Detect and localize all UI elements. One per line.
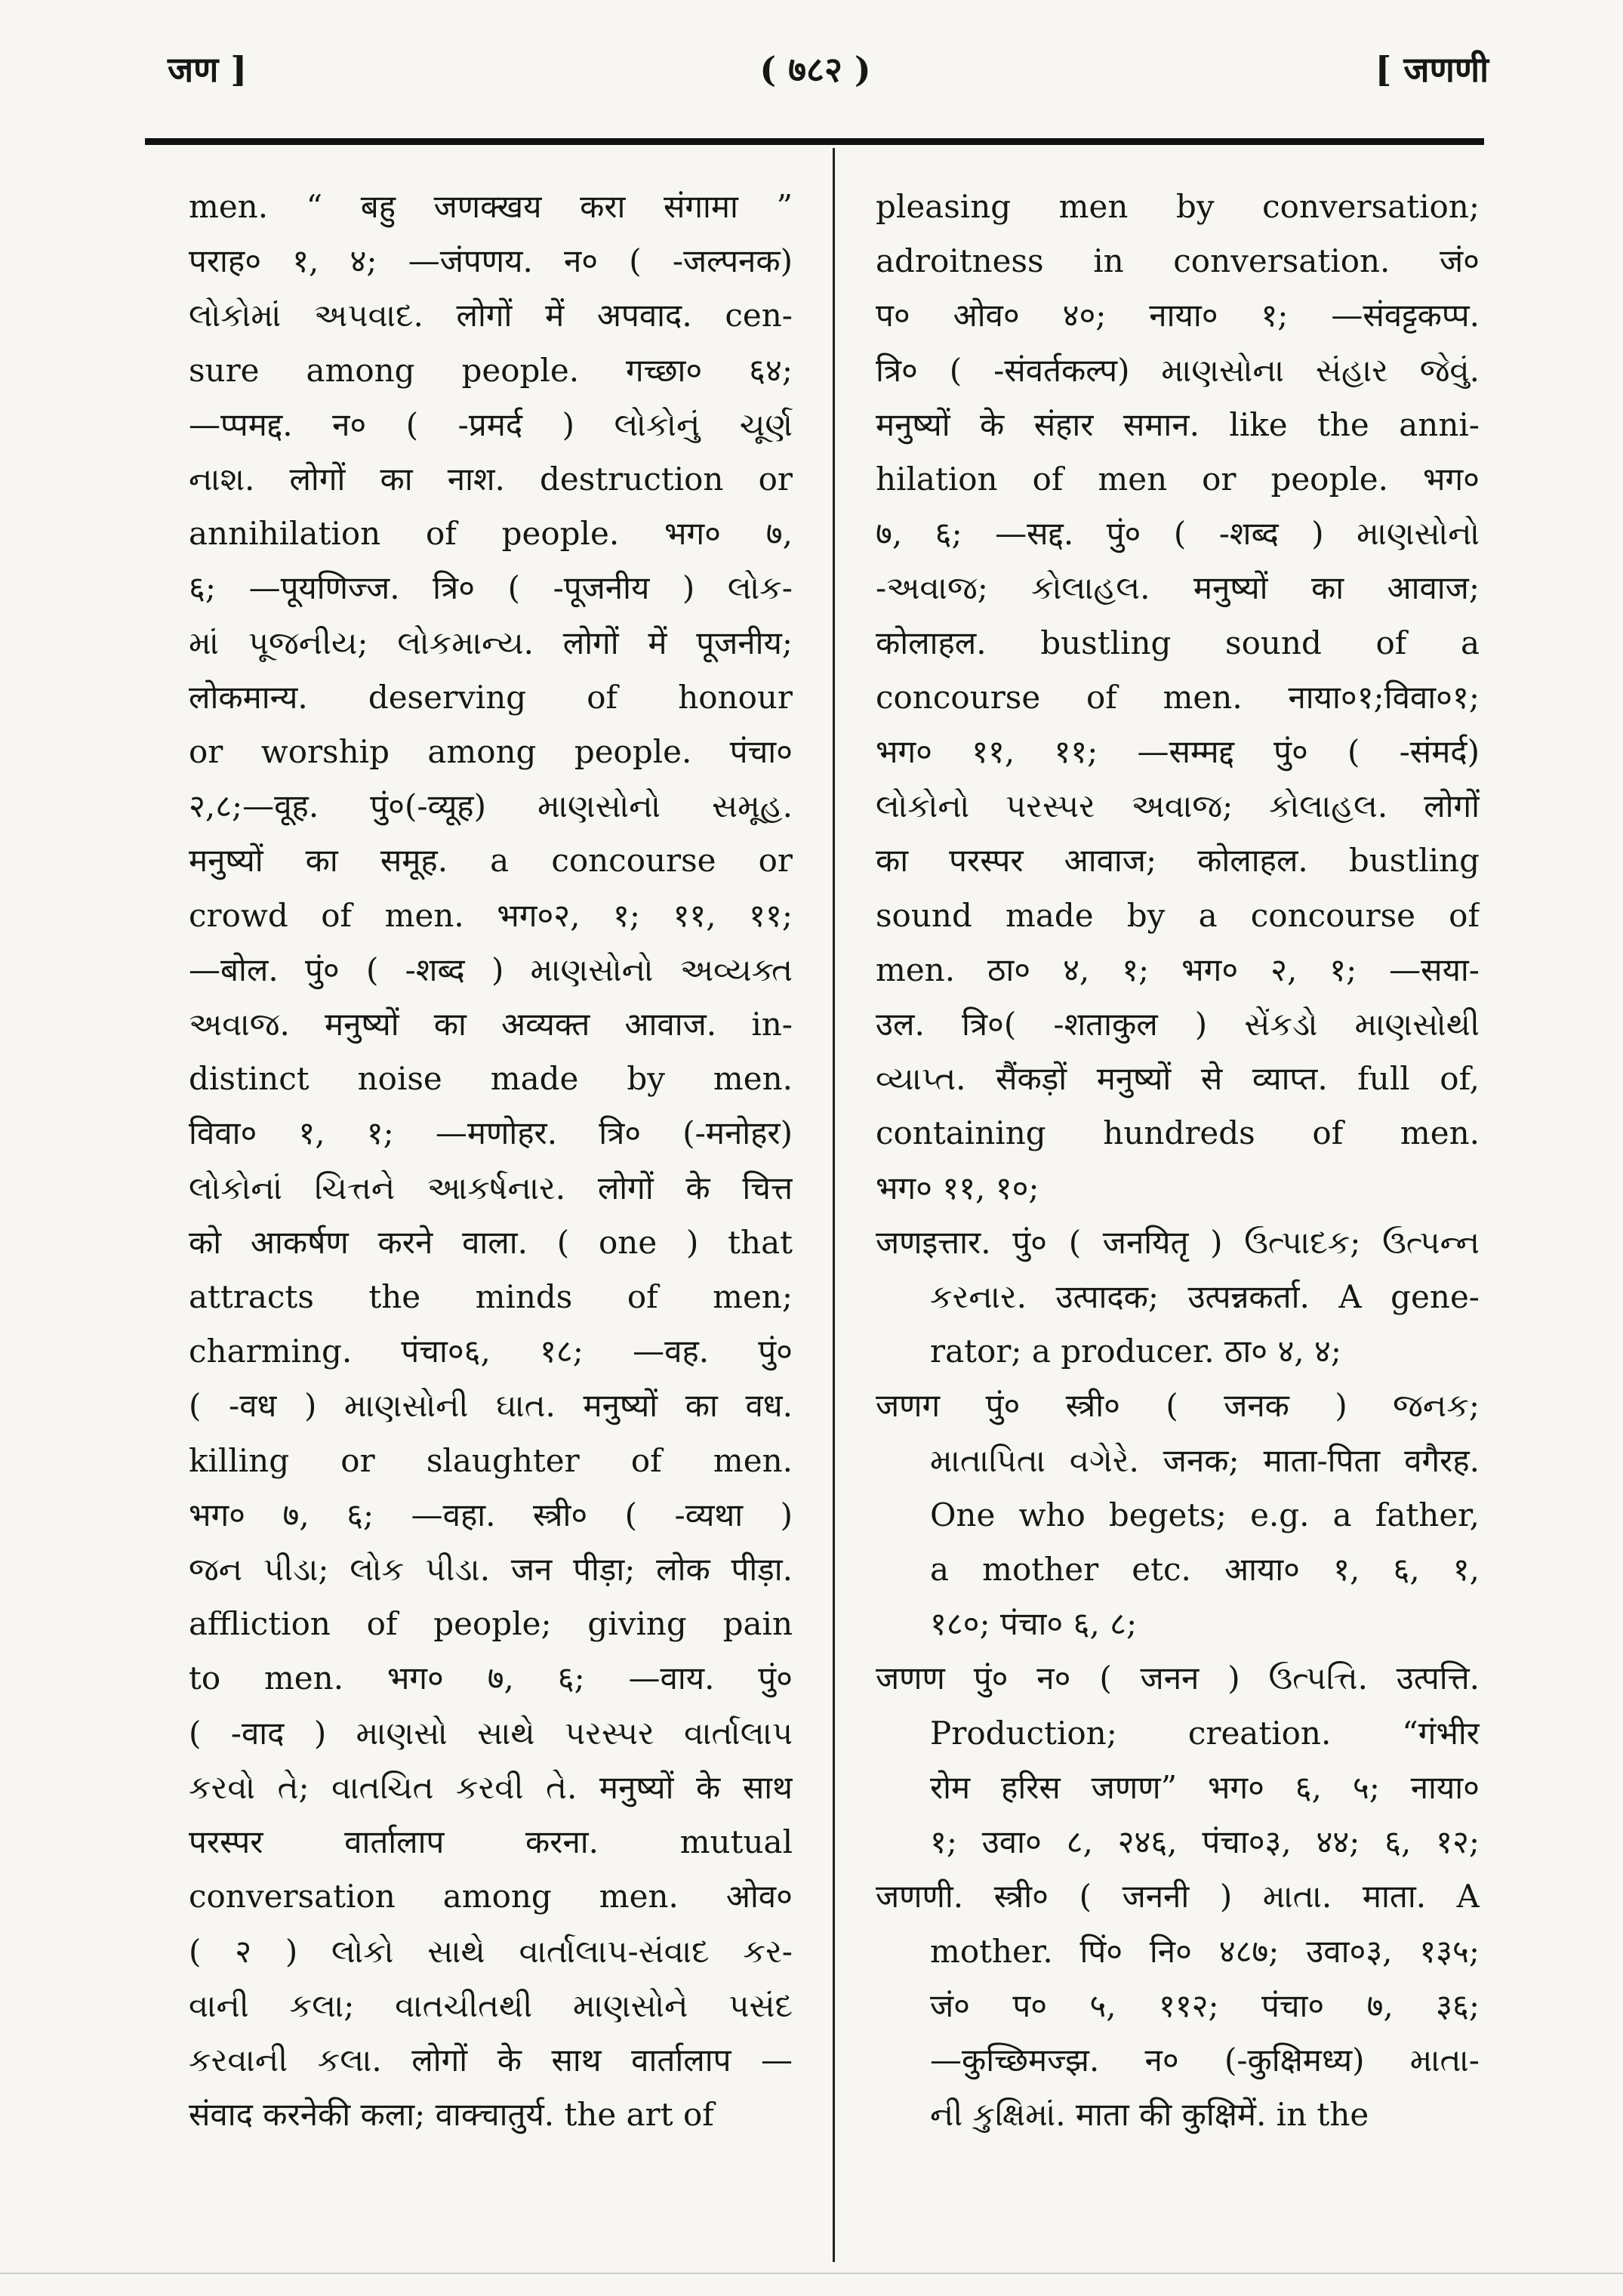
dictionary-line: भग० ११, ११; —सम्मद्द पुं० ( -संमर्द) — [876, 733, 1480, 771]
dictionary-line: संवाद करनेकी कला; वाक्चातुर्य. the art of — [189, 2096, 714, 2134]
page-number: ( ७८२ ) — [759, 49, 871, 90]
dictionary-line: માતાપિતા વગેરે. जनक; माता-पिता वगैरह. — [930, 1441, 1480, 1479]
header-rule — [145, 138, 1484, 145]
dictionary-line: mother. पिं० नि० ४८७; उवा०३, १३५; — [930, 1932, 1480, 1970]
dictionary-line: जणइत्तार. पुं० ( जनयितृ ) ઉત્પાદક; ઉત્પન્ન — [876, 1223, 1480, 1261]
dictionary-line: લોકોનાં ચિત્તને આકર્ષનાર. लोगों के चित्त — [189, 1169, 793, 1207]
dictionary-line: વ્યાપ્ત. सैंकड़ों मनुष्यों से व्याप्त. full of, — [876, 1060, 1480, 1098]
right-column — [876, 180, 1480, 2142]
dictionary-line: or worship among people. पंचा० — [189, 733, 793, 771]
dictionary-line: sound made by a concourse of — [876, 896, 1480, 934]
dictionary-line: conversation among men. ओव० — [189, 1878, 793, 1915]
dictionary-line: कोलाहल. bustling sound of a — [876, 624, 1480, 661]
dictionary-line: men. ठा० ४, १; भग० २, १; —सया- — [876, 951, 1480, 988]
dictionary-line: ६; —पूयणिज्ज. त्रि० ( -पूजनीय ) લોક- — [189, 569, 793, 607]
dictionary-line: ७, ६; —सद्द. पुं० ( -शब्द ) માણસોનો — [876, 515, 1480, 553]
dictionary-line: पराह० १, ४; —जंपणय. न० ( -जल्पनक) — [189, 242, 793, 280]
dictionary-line: લોકોનો પરસ્પર અવાજ; કોલાહલ. लोगों — [876, 787, 1480, 825]
dictionary-line: charming. पंचा०६, १८; —वह. पुं० — [189, 1333, 793, 1370]
dictionary-line: मनुष्यों का समूह. a concourse or — [189, 842, 793, 880]
dictionary-line: One who begets; e.g. a father, — [930, 1496, 1480, 1533]
dictionary-line: લોકોમાં અપવાદ. लोगों में अपवाद. cen- — [189, 297, 793, 334]
dictionary-line: વાની કલા; વાતચીતથી માણસોને પસંદ — [189, 1986, 793, 2024]
dictionary-line: विवा० १, १; —मणोहर. त्रि० (-मनोहर) — [189, 1114, 793, 1152]
dictionary-line: १८०; पंचा० ६, ८; — [930, 1605, 1138, 1643]
dictionary-line: ની કુક્ષિમાં. माता की कुक्षिमें. in the — [930, 2096, 1369, 2134]
dictionary-line: sure among people. गच्छा० ६४; — [189, 351, 793, 389]
dictionary-line: -અવાજ; કોલાહલ. मनुष्यों का आवाज; — [876, 569, 1480, 607]
dictionary-line: प० ओव० ४०; नाया० १; —संवट्टकप्प. — [876, 297, 1480, 334]
dictionary-line: को आकर्षण करने वाला. ( one ) that — [189, 1223, 793, 1261]
dictionary-line: —कुच्छिमज्झ. न० (-कुक्षिमध्य) માતા- — [930, 2041, 1480, 2079]
dictionary-line: जणणी. स्त्री० ( जननी ) માતા. माता. A — [876, 1878, 1480, 1915]
dictionary-line: men. “ बहु जणक्खय करा संगामा ” — [189, 188, 793, 225]
dictionary-line: અવાજ. मनुष्यों का अव्यक्त आवाज. in- — [189, 1006, 793, 1043]
dictionary-line: रोम हरिस जणण” भग० ६, ५; नाया० — [930, 1768, 1480, 1806]
dictionary-line: to men. भग० ७, ६; —वाय. पुं० — [189, 1660, 793, 1697]
dictionary-line: containing hundreds of men. — [876, 1114, 1480, 1152]
dictionary-line: distinct noise made by men. — [189, 1060, 793, 1098]
dictionary-line: rator; a producer. ठा० ४, ४; — [930, 1333, 1341, 1370]
dictionary-line: pleasing men by conversation; — [876, 188, 1480, 225]
dictionary-line: का परस्पर आवाज; कोलाहल. bustling — [876, 842, 1480, 880]
dictionary-line: जणग पुं० स्त्री० ( जनक ) જનક; — [876, 1387, 1480, 1425]
dictionary-line: ( -वाद ) માણસો સાથે પરસ્પર વાર્તાલાપ — [189, 1714, 793, 1752]
dictionary-line: annihilation of people. भग० ७, — [189, 515, 793, 553]
dictionary-line: કરવો તે; વાતચિત કરવી તે. मनुष्यों के साथ — [189, 1768, 793, 1806]
dictionary-line: adroitness in conversation. जं० — [876, 242, 1480, 280]
dictionary-line: કરનાર. उत्पादक; उत्पन्नकर्ता. A gene- — [930, 1278, 1480, 1316]
dictionary-line: માં પૂજનીય; લોકમાન્ય. लोगों में पूजनीय; — [189, 624, 793, 661]
dictionary-line: —बोल. पुं० ( -शब्द ) માણસોનો અવ્યક્ત — [189, 951, 793, 988]
dictionary-line: જન પીડા; લોક પીડા. जन पीड़ा; लोक पीड़ा. — [189, 1551, 793, 1589]
dictionary-line: जं० प० ५, ११२; पंचा० ७, ३६; — [930, 1986, 1480, 2024]
dictionary-line: २,८;—वूह. पुं०(-व्यूह) માણસોનો સમૂહ. — [189, 787, 793, 825]
dictionary-line: કરવાની કલા. लोगों के साथ वार्तालाप — — [189, 2041, 793, 2079]
dictionary-line: a mother etc. आया० १, ६, १, — [930, 1551, 1480, 1589]
dictionary-line: भग० ११, १०; — [876, 1169, 1039, 1207]
dictionary-line: —प्पमद्द. न० ( -प्रमर्द ) લોકોનું ચૂર્ણ — [189, 405, 793, 443]
running-head-left: जण ] — [168, 49, 248, 90]
dictionary-line: त्रि० ( -संवर्तकल्प) માણસોના સંહાર જેવું. — [876, 351, 1480, 389]
dictionary-line: affliction of people; giving pain — [189, 1605, 793, 1643]
running-head-right: [ जणणी — [1375, 49, 1489, 90]
dictionary-line: Production; creation. “गंभीर — [930, 1714, 1480, 1752]
column-divider — [833, 148, 835, 2262]
dictionary-line: जणण पुं० न० ( जनन ) ઉત્પત્તિ. उत्पत्ति. — [876, 1660, 1480, 1697]
dictionary-line: १; उवा० ८, २४६, पंचा०३, ४४; ६, १२; — [930, 1823, 1480, 1861]
dictionary-line: परस्पर वार्तालाप करना. mutual — [189, 1823, 793, 1861]
dictionary-line: concourse of men. नाया०१;विवा०१; — [876, 678, 1480, 716]
dictionary-line: लोकमान्य. deserving of honour — [189, 678, 793, 716]
dictionary-line: hilation of men or people. भग० — [876, 461, 1480, 498]
dictionary-line: crowd of men. भग०२, १; ११, ११; — [189, 896, 793, 934]
dictionary-line: killing or slaughter of men. — [189, 1441, 793, 1479]
dictionary-line: भग० ७, ६; —वहा. स्त्री० ( -व्यथा ) — [189, 1496, 793, 1533]
dictionary-line: નાશ. लोगों का नाश. destruction or — [189, 461, 793, 498]
dictionary-line: ( २ ) લોકો સાથે વાર્તાલાપ-સંવાદ કર- — [189, 1932, 793, 1970]
left-column — [189, 180, 793, 2142]
page-bottom-edge — [0, 2273, 1623, 2274]
dictionary-line: मनुष्यों के संहार समान. like the anni- — [876, 405, 1480, 443]
dictionary-line: ( -वध ) માણસોની ઘાત. मनुष्यों का वध. — [189, 1387, 793, 1425]
dictionary-line: attracts the minds of men; — [189, 1278, 793, 1316]
dictionary-line: उल. त्रि०( -शताकुल ) સેંકડો માણસોથી — [876, 1006, 1480, 1043]
